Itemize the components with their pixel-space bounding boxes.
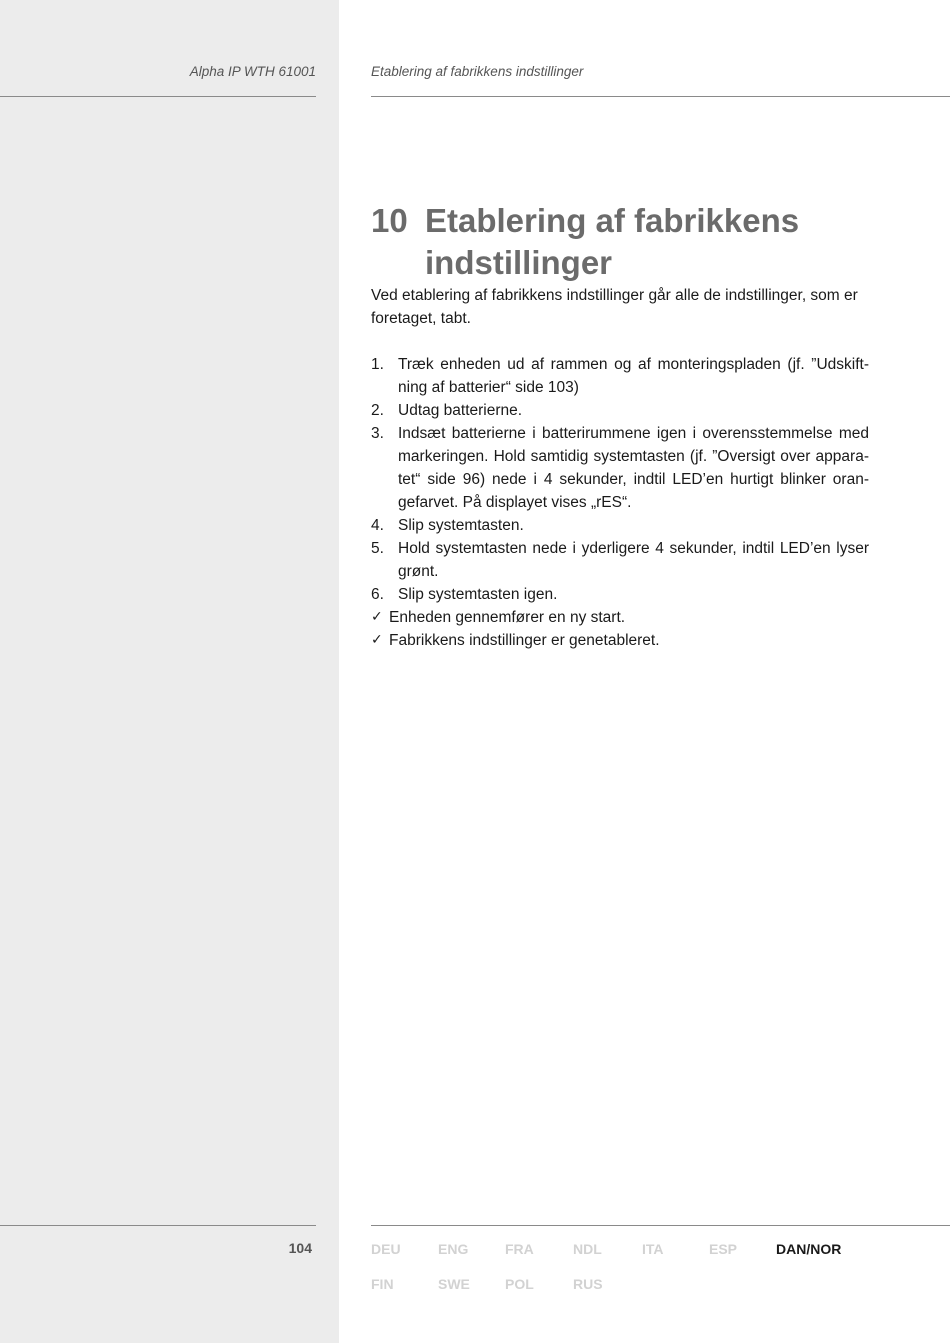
language-tab-fin[interactable]: FIN: [371, 1276, 394, 1292]
running-header-product: Alpha IP WTH 61001: [189, 64, 316, 79]
procedure-step: [371, 422, 869, 514]
procedure-step: [371, 353, 869, 399]
step-text: Slip systemtasten igen.: [398, 586, 558, 603]
result-item: [371, 629, 869, 652]
checkmark-icon: ✓: [371, 632, 383, 648]
step-text: Hold systemtasten nede i yderligere 4 sekunder, indtil LED’en lyser grønt.: [398, 540, 869, 580]
step-text: Træk enheden ud af rammen og af monteringspladen (jf. ”Udskiftning af batterier“ side 103): [398, 356, 869, 396]
step-text: Indsæt batterierne i batterirummene igen i overensstemmelse med markeringen. Hold samtidig systemtasten (jf. ”Oversigt over apparatet“ side 96) nede i 4 sekunder, indtil LED’en hurtigt blinker orangefarvet. På displayet vises „rES“.: [398, 425, 869, 511]
page-number: 104: [288, 1240, 312, 1256]
step-text: Slip systemtasten.: [398, 517, 524, 534]
language-tab-esp[interactable]: ESP: [709, 1241, 738, 1257]
step-text: Udtag batterierne.: [398, 402, 523, 419]
step-number: 5.: [371, 540, 384, 557]
language-tab-ita[interactable]: ITA: [642, 1241, 664, 1257]
procedure-step: [371, 583, 869, 606]
language-tab-ndl[interactable]: NDL: [573, 1241, 602, 1257]
language-tab-fra[interactable]: FRA: [505, 1241, 534, 1257]
footer-divider-right: [371, 1225, 950, 1226]
result-text: Enheden gennemfører en ny start.: [389, 609, 626, 626]
step-number: 4.: [371, 517, 384, 534]
checkmark-icon: ✓: [371, 609, 383, 625]
section-title: Etablering af fabrikkens indstillinger: [425, 202, 800, 281]
procedure-step: [371, 399, 869, 422]
step-number: 2.: [371, 402, 384, 419]
language-tab-deu[interactable]: DEU: [371, 1241, 401, 1257]
language-tab-rus[interactable]: RUS: [573, 1276, 603, 1292]
header-divider-right: [371, 96, 950, 97]
language-tab-pol[interactable]: POL: [505, 1276, 534, 1292]
left-margin-panel: [0, 0, 339, 1343]
procedure-step: [371, 514, 869, 537]
footer-divider-left: [0, 1225, 316, 1226]
step-number: 1.: [371, 356, 384, 373]
language-tab-dan-nor[interactable]: DAN/NOR: [776, 1241, 842, 1257]
intro-paragraph: Ved etablering af fabrikkens indstillinger går alle de indstillinger, som er foretaget, tabt.: [371, 287, 858, 327]
language-tab-swe[interactable]: SWE: [438, 1276, 470, 1292]
section-body: [371, 284, 869, 652]
header-divider-left: [0, 96, 316, 97]
step-number: 3.: [371, 425, 384, 442]
step-number: 6.: [371, 586, 384, 603]
language-tab-eng[interactable]: ENG: [438, 1241, 469, 1257]
procedure-steps: [371, 353, 869, 606]
result-text: Fabrikkens indstillinger er genetableret.: [389, 632, 660, 649]
running-header-chapter: Etablering af fabrikkens indstillinger: [371, 64, 584, 79]
procedure-step: [371, 537, 869, 583]
result-item: [371, 606, 869, 629]
section-number: 10: [371, 202, 408, 239]
